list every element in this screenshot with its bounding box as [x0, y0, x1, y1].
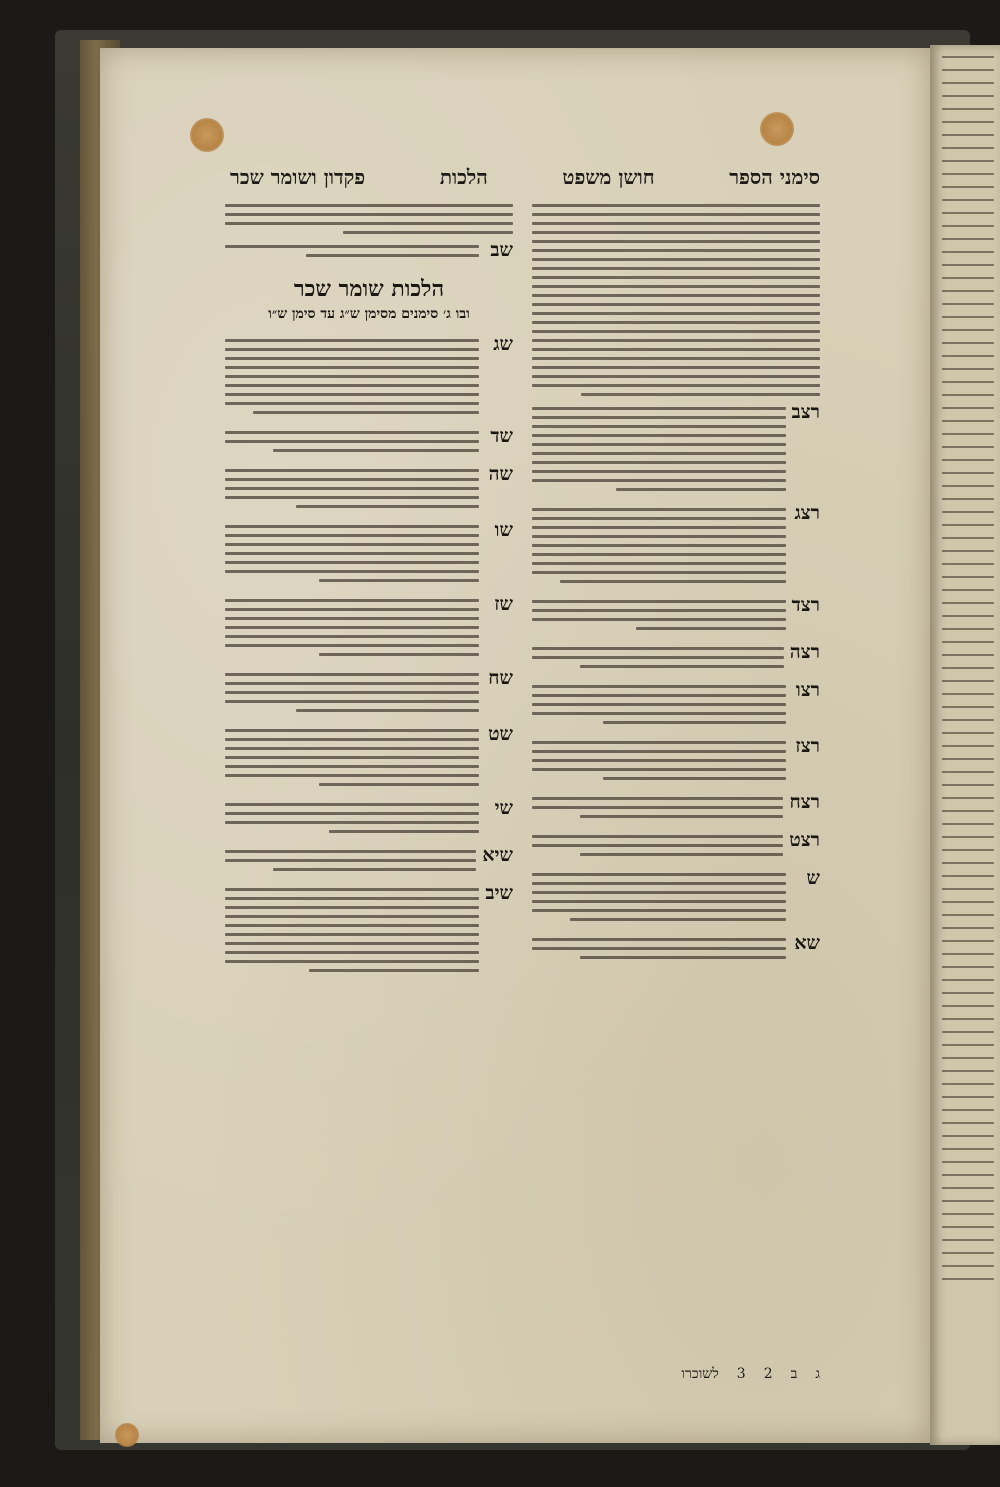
siman-number: שב: [490, 239, 513, 261]
text-line: [225, 924, 479, 927]
text-line: [309, 969, 479, 972]
text-line: [532, 384, 820, 387]
siman-entry: [225, 882, 513, 977]
text-line: [225, 765, 479, 768]
text-line: [225, 570, 479, 573]
footer-marker: 3: [736, 1366, 746, 1382]
siman-number: שז: [494, 593, 513, 615]
siman-entry: [225, 333, 513, 419]
siman-entry: [532, 829, 820, 861]
stain-left: [190, 118, 224, 152]
text-line: [343, 231, 513, 234]
text-line: [532, 891, 786, 894]
text-line: [296, 505, 479, 508]
text-line: [273, 868, 477, 871]
siman-entry: [532, 791, 820, 823]
text-line: [532, 321, 820, 324]
text-line: [225, 543, 479, 546]
footer-marker: ג: [815, 1366, 820, 1382]
text-line: [532, 375, 820, 378]
siman-entry: [225, 844, 513, 876]
text-line: [225, 552, 479, 555]
text-line: [319, 579, 479, 582]
text-line: [225, 774, 479, 777]
left-column: [225, 198, 513, 1348]
text-line: [532, 535, 786, 538]
text-line: [532, 571, 786, 574]
text-line: [225, 357, 479, 360]
text-line: [570, 918, 786, 921]
siman-entry: [225, 425, 513, 457]
text-line: [581, 393, 820, 396]
text-line: [225, 626, 479, 629]
siman-number: שט: [488, 723, 513, 745]
text-line: [532, 947, 786, 950]
text-line: [532, 366, 820, 369]
text-line: [532, 647, 784, 650]
text-line: [532, 357, 820, 360]
text-line: [225, 525, 479, 528]
siman-number: רצו: [795, 679, 820, 701]
text-line: [532, 768, 786, 771]
text-line: [225, 859, 476, 862]
text-line: [253, 411, 479, 414]
text-line: [532, 479, 786, 482]
text-line: [580, 853, 783, 856]
siman-entry: [225, 593, 513, 661]
siman-entry: [225, 797, 513, 838]
text-line: [532, 330, 820, 333]
text-line: [225, 608, 479, 611]
text-line: [532, 759, 786, 762]
siman-number: שה: [488, 463, 513, 485]
siman-number: רצט: [789, 829, 820, 851]
text-line: [225, 850, 476, 853]
adjacent-page: [930, 45, 1000, 1445]
siman-entry: [532, 679, 820, 729]
text-line: [225, 245, 479, 248]
text-line: [580, 665, 784, 668]
text-line: [532, 339, 820, 342]
text-line: [225, 738, 479, 741]
text-line: [225, 812, 479, 815]
text-line: [532, 443, 786, 446]
text-line: [225, 691, 479, 694]
text-line: [532, 249, 820, 252]
text-line: [603, 721, 786, 724]
text-line: [225, 339, 479, 342]
siman-number: רצג: [794, 502, 820, 524]
text-line: [532, 452, 786, 455]
text-line: [532, 461, 786, 464]
siman-number: שג: [493, 333, 513, 355]
text-line: [532, 703, 786, 706]
text-line: [532, 526, 786, 529]
text-line: [532, 416, 786, 419]
text-line: [532, 434, 786, 437]
siman-number: רצה: [789, 641, 820, 663]
text-line: [532, 694, 786, 697]
text-line: [532, 909, 786, 912]
text-line: [225, 888, 479, 891]
text-line: [329, 830, 479, 833]
text-line: [532, 750, 786, 753]
text-line: [225, 431, 479, 434]
text-line: [225, 635, 479, 638]
text-line: [225, 375, 479, 378]
siman-entry: [532, 867, 820, 926]
siman-entry: [532, 594, 820, 635]
text-line: [532, 285, 820, 288]
text-line: [225, 700, 479, 703]
siman-entry: [225, 723, 513, 791]
catchword: לשוכרו: [681, 1366, 719, 1382]
text-line: [532, 938, 786, 941]
text-line: [532, 600, 786, 603]
text-line: [532, 240, 820, 243]
text-line: [532, 873, 786, 876]
text-line: [532, 835, 783, 838]
text-line: [532, 508, 786, 511]
text-line: [532, 294, 820, 297]
siman-number: שח: [488, 667, 513, 689]
text-line: [532, 553, 786, 556]
text-line: [532, 806, 783, 809]
text-line: [225, 673, 479, 676]
text-line: [225, 803, 479, 806]
text-line: [225, 897, 479, 900]
text-line: [532, 618, 786, 621]
text-line: [580, 815, 784, 818]
siman-number: רצז: [795, 735, 820, 757]
right-column: [532, 198, 820, 1348]
text-line: [225, 561, 479, 564]
text-line: [532, 544, 786, 547]
stain-bottom-left: [115, 1423, 139, 1447]
siman-entry: [532, 641, 820, 673]
text-line: [306, 254, 479, 257]
siman-entry: [225, 239, 513, 262]
text-line: [225, 384, 479, 387]
siman-number: שיא: [482, 844, 513, 866]
text-line: [225, 496, 479, 499]
text-line: [532, 797, 783, 800]
text-line: [532, 712, 786, 715]
text-line: [225, 222, 513, 225]
text-line: [560, 580, 786, 583]
text-line: [532, 407, 786, 410]
page-footer: [520, 1366, 820, 1383]
text-line: [225, 915, 479, 918]
text-line: [636, 627, 786, 630]
text-line: [532, 844, 783, 847]
siman-entry: [225, 463, 513, 513]
text-line: [532, 517, 786, 520]
text-line: [532, 267, 820, 270]
footer-marker: ב: [790, 1366, 798, 1382]
running-header: [230, 160, 820, 194]
text-line: [225, 348, 479, 351]
text-line: [296, 709, 479, 712]
siman-number: שו: [494, 519, 513, 541]
text-line: [603, 777, 786, 780]
text-line: [532, 882, 786, 885]
text-columns: [225, 198, 820, 1348]
text-line: [225, 617, 479, 620]
text-line: [225, 821, 479, 824]
siman-entry: [532, 735, 820, 785]
text-line: [532, 276, 820, 279]
header-volume: חושן משפט: [562, 164, 655, 189]
siman-entry: [225, 667, 513, 717]
text-line: [532, 258, 820, 261]
text-line: [225, 393, 479, 396]
text-line: [319, 783, 479, 786]
siman-number: רצד: [791, 594, 820, 616]
text-line: [532, 303, 820, 306]
continued-text: [532, 204, 820, 396]
text-line: [225, 487, 479, 490]
text-line: [225, 747, 479, 750]
text-line: [225, 366, 479, 369]
text-line: [532, 425, 786, 428]
text-line: [532, 741, 786, 744]
text-line: [532, 222, 820, 225]
text-line: [319, 653, 479, 656]
header-topic: פקדון ושומר שכר: [230, 164, 366, 189]
text-line: [225, 534, 479, 537]
text-line: [532, 231, 820, 234]
footer-marker: 2: [763, 1366, 773, 1382]
text-line: [225, 440, 479, 443]
text-line: [532, 470, 786, 473]
text-line: [225, 942, 479, 945]
text-line: [616, 488, 786, 491]
text-line: [225, 729, 479, 732]
siman-number: רצח: [789, 791, 820, 813]
text-line: [532, 900, 786, 903]
siman-number: שי: [494, 797, 513, 819]
siman-number: שד: [490, 425, 513, 447]
text-line: [225, 906, 479, 909]
text-line: [225, 644, 479, 647]
siman-entry: [532, 401, 820, 496]
text-line: [532, 562, 786, 565]
text-line: [532, 609, 786, 612]
text-line: [532, 685, 786, 688]
text-line: [532, 213, 820, 216]
header-book-title: סימני הספר: [729, 164, 820, 189]
text-line: [225, 951, 479, 954]
text-line: [532, 204, 820, 207]
section-heading: הלכות שומר שכר: [293, 276, 445, 302]
text-line: [532, 312, 820, 315]
text-line: [225, 402, 479, 405]
text-line: [225, 960, 479, 963]
header-halachot: הלכות: [439, 164, 488, 189]
text-line: [225, 682, 479, 685]
text-line: [225, 213, 513, 216]
text-line: [225, 204, 513, 207]
siman-entry: [532, 502, 820, 588]
siman-number: שיב: [485, 882, 513, 904]
siman-number: שא: [794, 932, 820, 954]
siman-number: ש: [806, 867, 820, 889]
text-line: [225, 478, 479, 481]
text-line: [532, 348, 820, 351]
section-subheading: ובו ג׳ סימנים מסימן ש״ג עד סימן ש״ו: [268, 306, 470, 322]
text-line: [273, 449, 479, 452]
stain-right: [760, 112, 794, 146]
text-line: [225, 469, 479, 472]
siman-number: רצב: [791, 401, 820, 423]
text-line: [225, 599, 479, 602]
text-line: [225, 756, 479, 759]
siman-entry: [225, 519, 513, 587]
text-line: [532, 656, 784, 659]
text-line: [225, 933, 479, 936]
siman-entry: [532, 932, 820, 964]
text-line: [580, 956, 786, 959]
